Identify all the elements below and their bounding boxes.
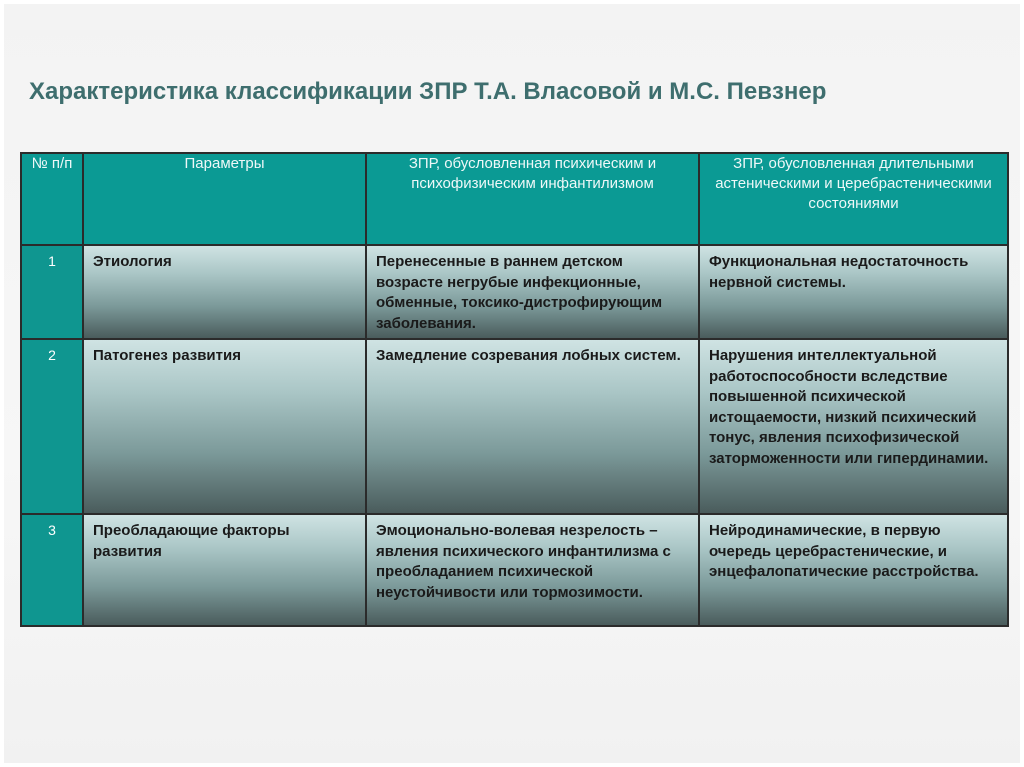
row-asthenic-value: Нейродинамические, в первую очередь церебрастенические, и энцефалопатические расстройства. [699, 514, 1008, 626]
row-asthenic-value: Функциональная недостаточность нервной системы. [699, 245, 1008, 339]
header-infantilism: ЗПР, обусловленная психическим и психофизическим инфантилизмом [366, 153, 699, 245]
row-number: 3 [21, 514, 83, 626]
row-number: 2 [21, 339, 83, 514]
slide [4, 4, 1020, 763]
table-row [21, 514, 1008, 626]
row-asthenic-value: Нарушения интеллектуальной работоспособности вследствие повышенной психической истощаемости, низкий психический тонус, явления психофизической заторможенности или гипердинамии. [699, 339, 1008, 514]
header-parameters: Параметры [83, 153, 366, 245]
header-asthenic: ЗПР, обусловленная длительными астеническими и церебрастеническими состояниями [699, 153, 1008, 245]
row-parameter: Преобладающие факторы развития [83, 514, 366, 626]
row-infantilism-value: Перенесенные в раннем детском возрасте негрубые инфекционные, обменные, токсико-дистрофирующим заболевания. [366, 245, 699, 339]
table-row [21, 339, 1008, 514]
row-parameter: Этиология [83, 245, 366, 339]
row-parameter: Патогенез развития [83, 339, 366, 514]
row-infantilism-value: Замедление созревания лобных систем. [366, 339, 699, 514]
row-number: 1 [21, 245, 83, 339]
row-infantilism-value: Эмоционально-волевая незрелость – явления психического инфантилизма с преобладанием психической неустойчивости или тормозимости. [366, 514, 699, 626]
table-header-row [21, 153, 1008, 245]
table-row [21, 245, 1008, 339]
slide-title: Характеристика классификации ЗПР Т.А. Власовой и М.С. Певзнер [29, 78, 827, 105]
header-number: № п/п [21, 153, 83, 245]
classification-table [20, 152, 1009, 627]
